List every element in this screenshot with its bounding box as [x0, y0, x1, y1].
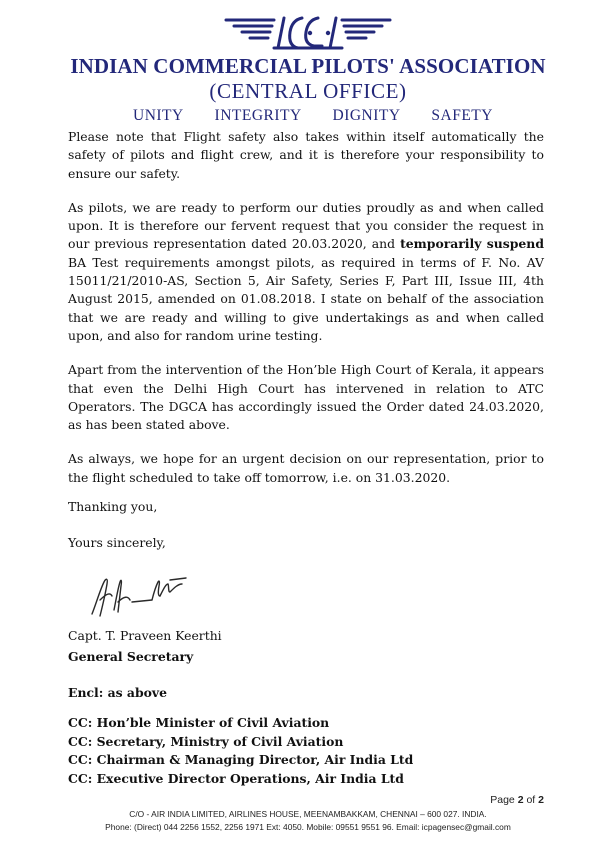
page-current: 2 — [517, 794, 524, 806]
cc-item: CC: Secretary, Ministry of Civil Aviation — [68, 733, 344, 749]
motto-safety: SAFETY — [431, 107, 493, 124]
letter-body — [68, 128, 544, 503]
footer-address: C/O - AIR INDIA LIMITED, AIRLINES HOUSE, MEENAMBAKKAM, CHENNAI – 600 027. INDIA. — [129, 809, 487, 819]
paragraph-flight-safety: Please note that Flight safety also takes within itself automatically the safety of pilots and flight crew, and it is therefore your responsibility to ensure our safety. — [68, 129, 544, 181]
page-number — [490, 794, 544, 806]
letter-footer — [0, 808, 616, 834]
signatory-name: Capt. T. Praveen Keerthi — [68, 628, 222, 643]
cc-list — [68, 714, 413, 788]
paragraph-request-start: As pilots, we are ready to perform our duties proudly as and when called upon. It is therefore our fervent request that you consider the request in our previous representation dated 20.03.2020, and — [68, 199, 544, 252]
icpa-wings-logo-icon — [218, 14, 398, 54]
footer-contact: Phone: (Direct) 044 2256 1552, 2256 1971 Ext: 4050. Mobile: 09551 9551 96. Email: icpagensec@gmail.com — [105, 822, 511, 832]
cc-item: CC: Executive Director Operations, Air India Ltd — [68, 770, 404, 786]
cc-item: CC: Chairman & Managing Director, Air India Ltd — [68, 752, 414, 767]
motto — [133, 107, 493, 125]
signatory-title: General Secretary — [68, 649, 194, 664]
motto-unity: UNITY — [133, 107, 184, 124]
yours-sincerely: Yours sincerely, — [68, 535, 166, 550]
paragraph-urgent-decision: As always, we hope for an urgent decision on our representation, prior to the flight scheduled to take off tomorrow, i.e. on 31.03.2020. — [68, 451, 544, 485]
icpa-logo — [0, 14, 616, 54]
cc-item: CC: Hon’ble Minister of Civil Aviation — [68, 715, 330, 730]
motto-integrity: INTEGRITY — [214, 107, 302, 124]
motto-dignity: DIGNITY — [332, 107, 401, 124]
page-label: Page — [490, 794, 515, 806]
organization-name: INDIAN COMMERCIAL PILOTS' ASSOCIATION — [70, 54, 546, 78]
paragraph-request — [68, 199, 544, 345]
paragraph-request-end: BA Test requirements amongst pilots, as required in terms of F. No. AV 15011/21/2010-AS, Section 5, Air Safety, Series F, Part III, Issue III, 4th August 2015, amended on 01.08.2018. I state on behalf of the association that we are ready and willing to give undertakings as and when called upon, and also for random urine testing. — [68, 254, 544, 343]
thanking-line: Thanking you, — [68, 499, 158, 514]
paragraph-court-intervention: Apart from the intervention of the Hon’ble High Court of Kerala, it appears that even the Delhi High Court has intervened in relation to ATC Operators. The DGCA has accordingly issued the Order dated 24.03.2020, as has been stated above. — [68, 362, 544, 433]
paragraph-request-emphasis: temporarily suspend — [400, 236, 544, 252]
signature-mark — [86, 566, 196, 622]
page-of: of — [526, 794, 536, 806]
page-total: 2 — [538, 794, 544, 806]
office-name: (CENTRAL OFFICE) — [209, 79, 407, 103]
enclosure-line: Encl: as above — [68, 685, 167, 700]
